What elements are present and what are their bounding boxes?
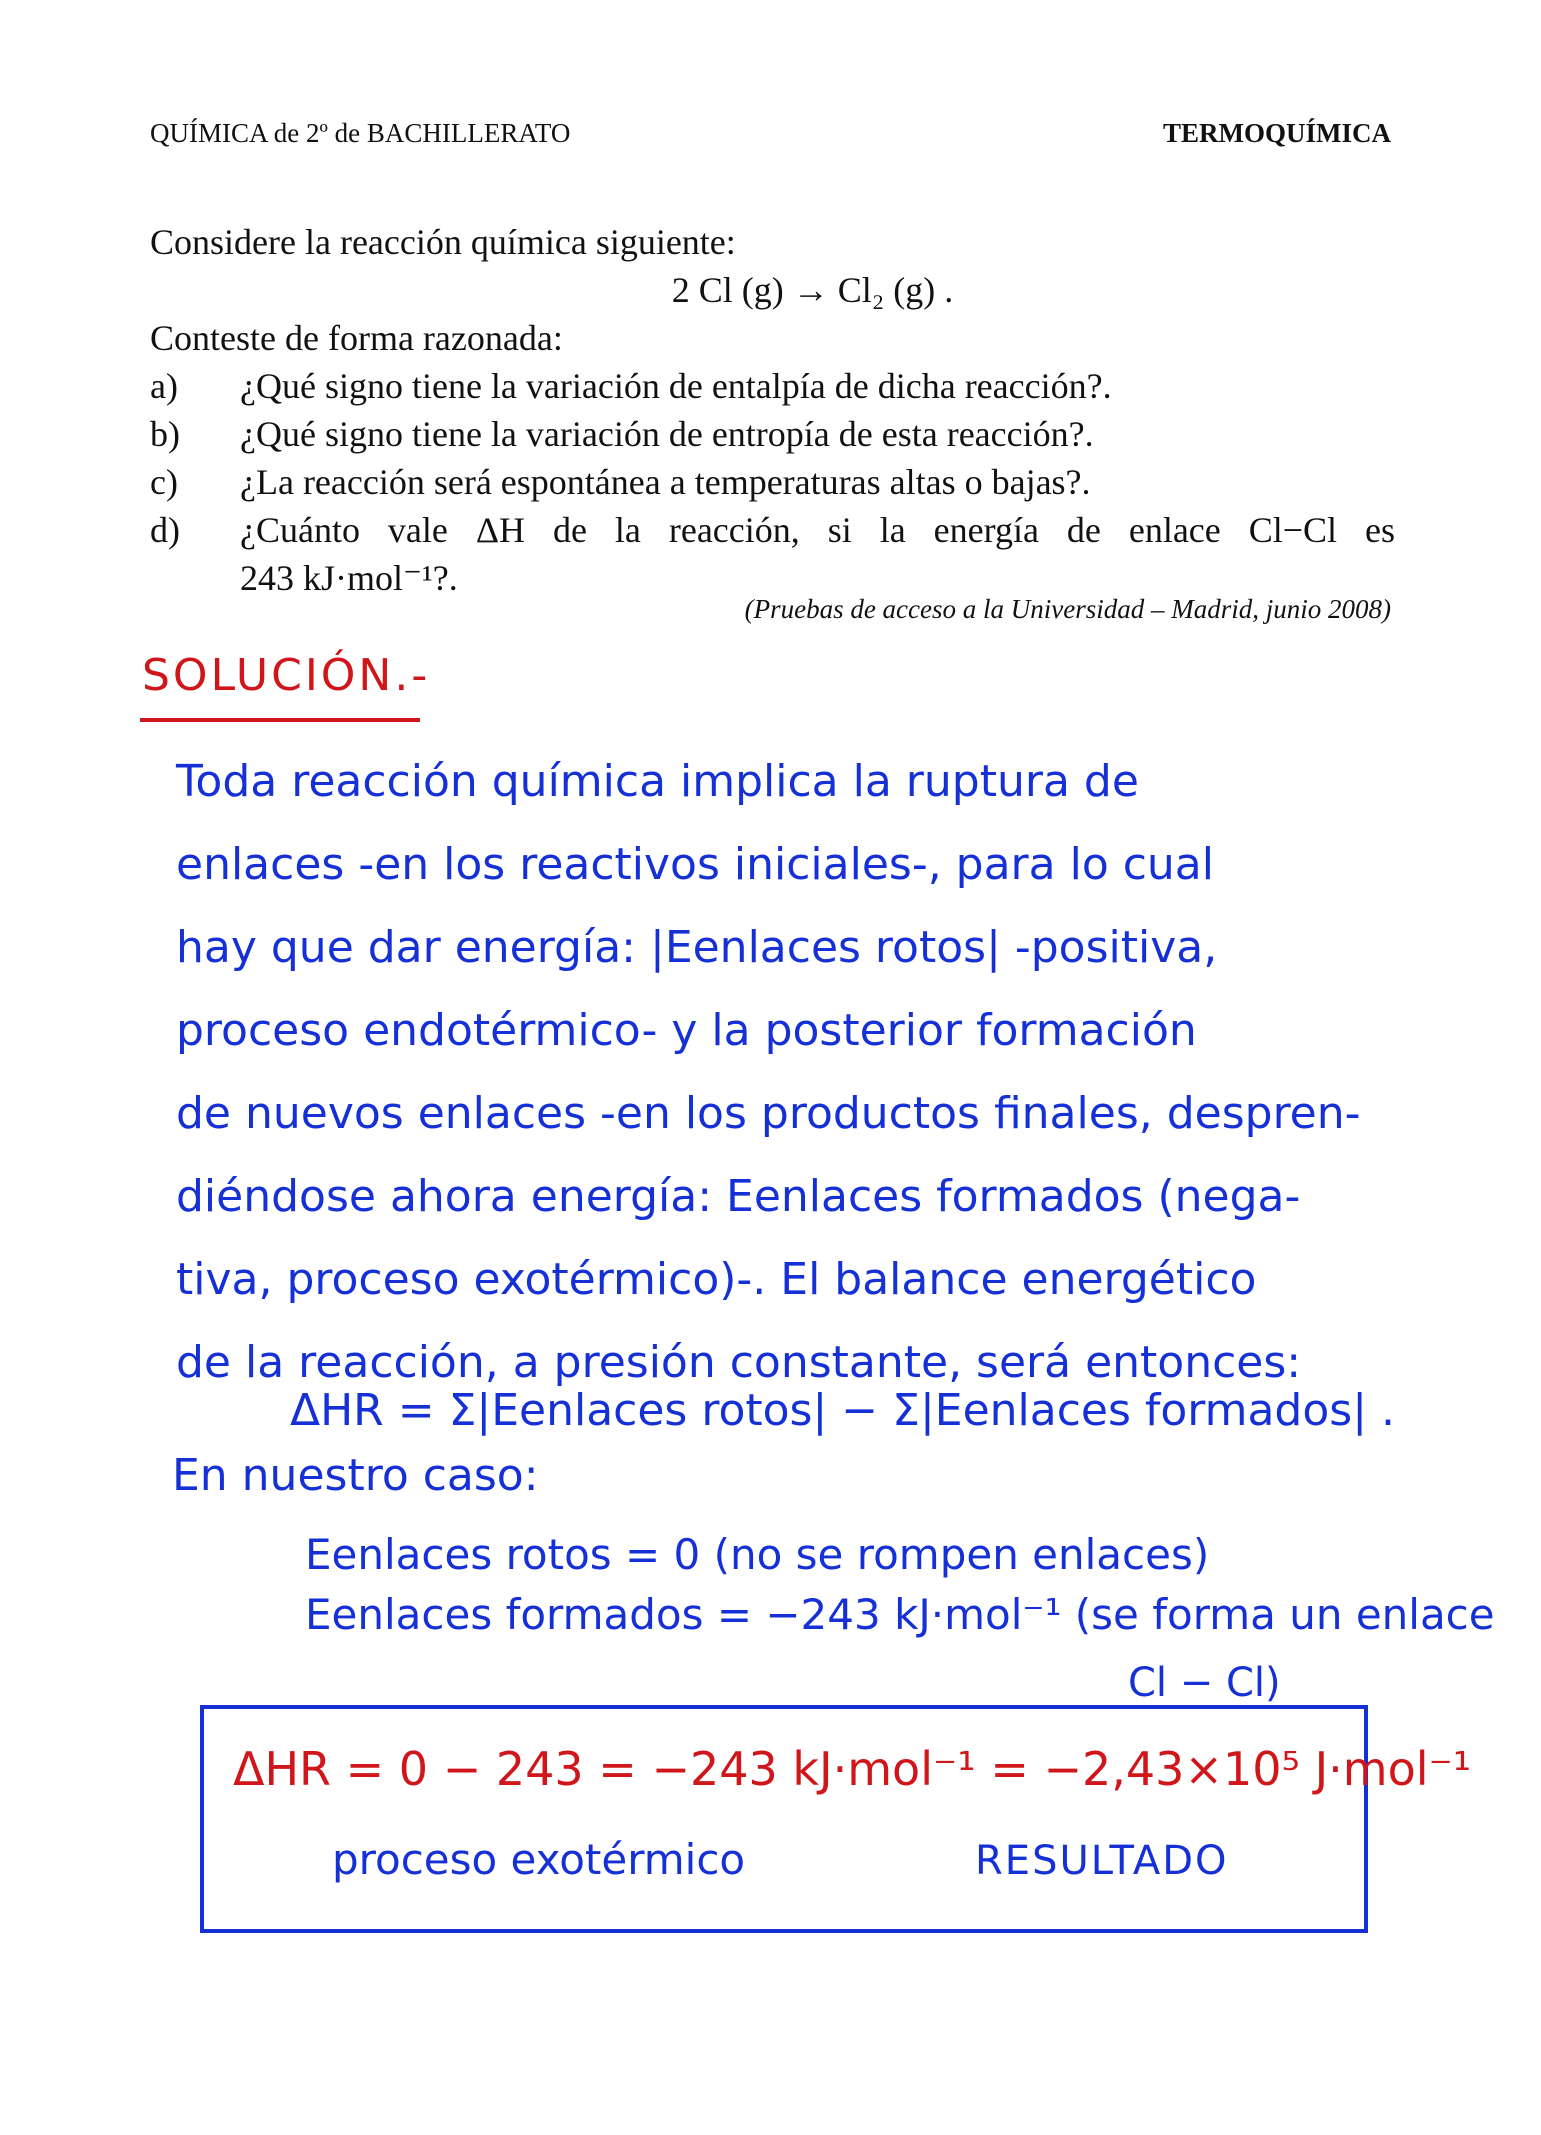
paragraph-line: hay que dar energía: |Eenlaces rotos| -positiva, — [176, 922, 1218, 973]
paragraph-line: de la reacción, a presión constante, será entonces: — [176, 1337, 1302, 1388]
question-text: ¿Qué signo tiene la variación de entalpía de dicha reacción?. — [240, 366, 1112, 406]
question-text: ¿La reacción será espontánea a temperaturas altas o bajas?. — [240, 462, 1091, 502]
question-label: d) — [150, 510, 180, 550]
question-text: ¿Cuánto vale ΔH de la reacción, si la energía de enlace Cl−Cl es — [240, 510, 1395, 550]
enthalpy-formula: ΔHR = Σ|Eenlaces rotos| − Σ|Eenlaces formados| . — [290, 1385, 1396, 1436]
question-d — [150, 506, 1395, 554]
result-note: proceso exotérmico — [332, 1835, 746, 1884]
problem-statement — [150, 218, 1395, 602]
title-underline — [140, 718, 420, 722]
question-b — [150, 410, 1395, 458]
paragraph-line: tiva, proceso exotérmico)-. El balance energético — [176, 1254, 1257, 1305]
result-box — [200, 1705, 1368, 1933]
question-label: a) — [150, 366, 178, 406]
case-intro: En nuestro caso: — [172, 1450, 539, 1501]
solution-paragraph — [176, 740, 1361, 1404]
header-subject: QUÍMICA de 2º de BACHILLERATO — [150, 118, 571, 148]
question-c — [150, 458, 1395, 506]
question-text: ¿Qué signo tiene la variación de entropía de esta reacción?. — [240, 414, 1094, 454]
exam-source: (Pruebas de acceso a la Universidad – Madrid, junio 2008) — [744, 594, 1391, 624]
question-d-continuation: 243 kJ·mol⁻¹?. — [240, 558, 458, 598]
paragraph-line: enlaces -en los reactivos iniciales-, para lo cual — [176, 839, 1214, 890]
solution-title: SOLUCIÓN.- — [142, 650, 431, 701]
question-label: b) — [150, 414, 180, 454]
reaction-equation: 2 Cl (g) → Cl₂ (g) . — [671, 270, 954, 310]
paragraph-line: proceso endotérmico- y la posterior formación — [176, 1005, 1197, 1056]
header-topic: TERMOQUÍMICA — [1163, 118, 1391, 148]
question-label: c) — [150, 462, 178, 502]
result-equation: ΔHR = 0 − 243 = −243 kJ·mol⁻¹ = −2,43×10⁵ J·mol⁻¹ — [233, 1742, 1472, 1796]
bond-type: Cl − Cl) — [1128, 1660, 1281, 1706]
paragraph-line: Toda reacción química implica la ruptura de — [176, 756, 1139, 807]
energy-formed-bonds: Eenlaces formados = −243 kJ·mol⁻¹ (se forma un enlace — [305, 1590, 1495, 1639]
paragraph-line: de nuevos enlaces -en los productos finales, despren- — [176, 1088, 1361, 1139]
result-label: RESULTADO — [975, 1838, 1229, 1884]
paragraph-line: diéndose ahora energía: Eenlaces formados (nega- — [176, 1171, 1301, 1222]
problem-intro: Considere la reacción química siguiente: — [150, 222, 736, 262]
problem-instruction: Conteste de forma razonada: — [150, 318, 563, 358]
question-a — [150, 362, 1395, 410]
energy-broken-bonds: Eenlaces rotos = 0 (no se rompen enlaces) — [305, 1530, 1210, 1579]
